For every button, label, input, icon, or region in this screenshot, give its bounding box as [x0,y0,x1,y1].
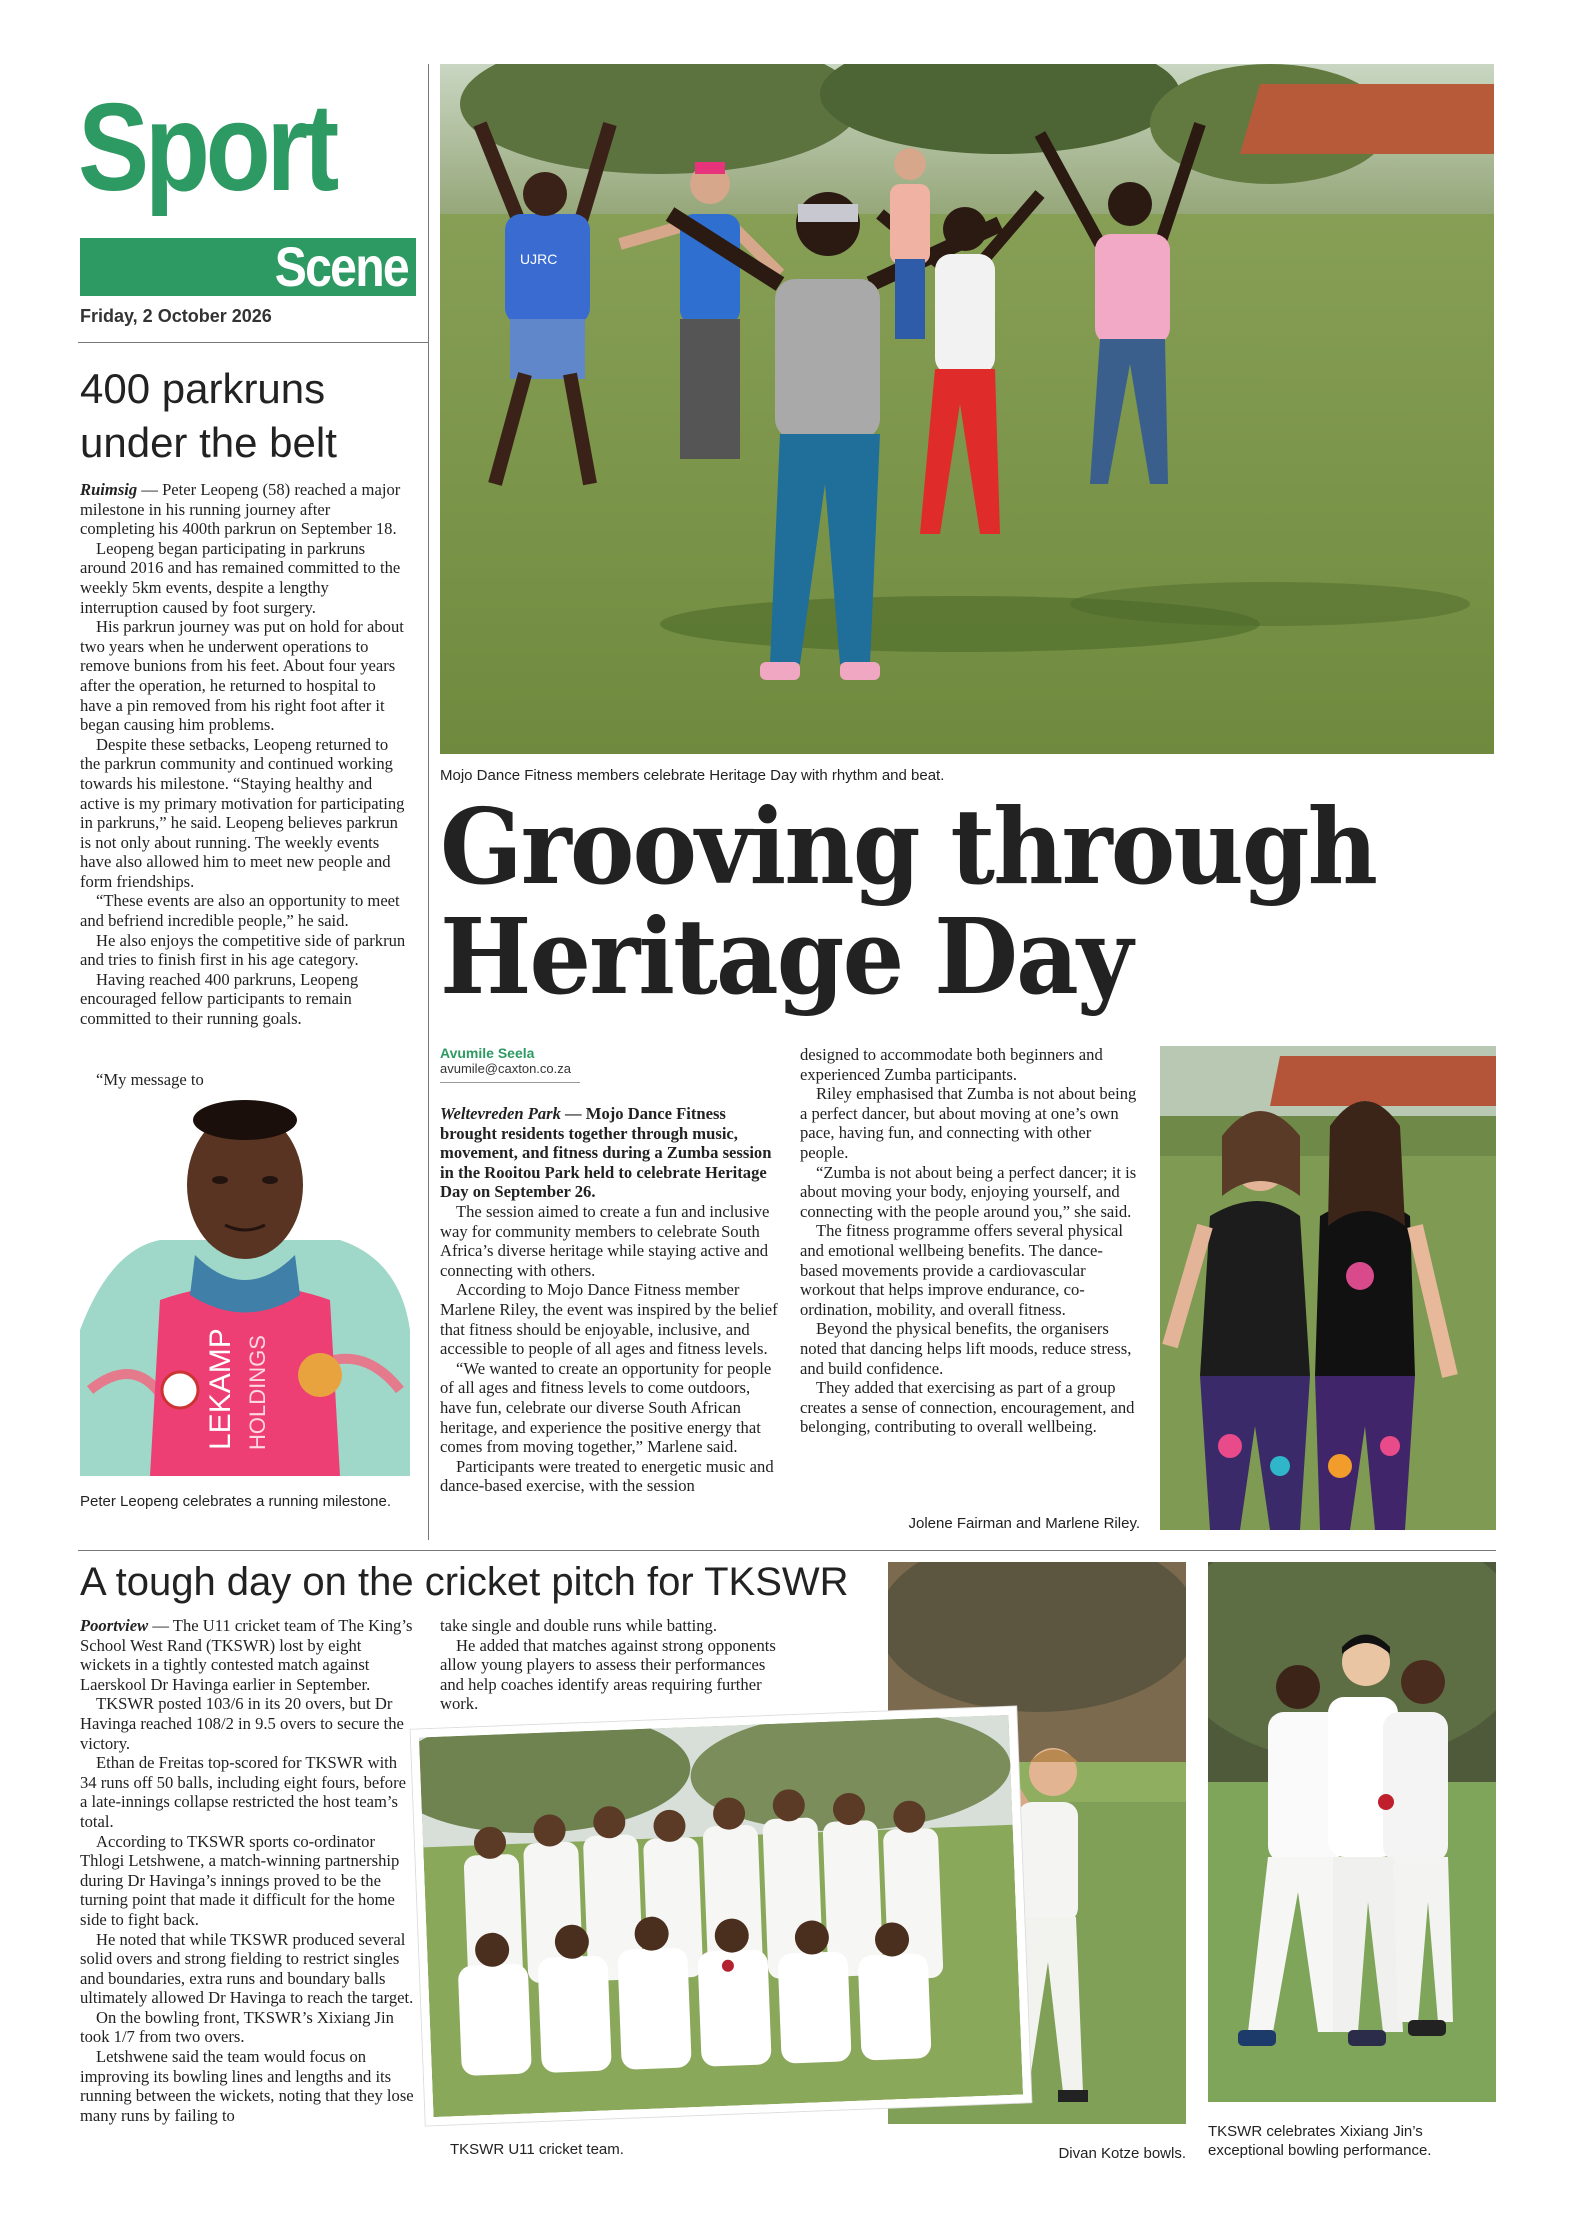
masthead-title-sport: Sport [78,79,335,217]
team-photo-caption: TKSWR U11 cricket team. [450,2141,624,2158]
masthead-divider [78,342,428,343]
shirt-logo-text-1: LEKAMP [204,1328,237,1450]
issue-date: Friday, 2 October 2026 [80,306,272,326]
parkrun-photo-caption: Peter Leopeng celebrates a running milestone. [80,1493,392,1510]
cricket-headline: A tough day on the cricket pitch for TKSWR [80,1560,849,1604]
heritage-headline: Grooving through Heritage Day [440,785,1377,1018]
masthead-bar [80,235,416,298]
celebration-photo [1208,1562,1496,2102]
zumba-group-photo [440,64,1494,754]
author-name: Avumile Seela [440,1045,535,1061]
team-photo [411,1707,1032,2126]
parkrun-quote: “My message to [96,1070,204,1089]
byline-rule [440,1082,580,1083]
column-divider [428,64,429,1540]
shirt-logo-text-2: HOLDINGS [245,1335,270,1450]
leopeng-portrait-photo [80,1090,410,1476]
cricket-article-col1: Poortview — The U11 cricket team of The King’s School West Rand (TKSWR) lost by eight wickets in a tightly contested match against Laerskool Dr Havinga earlier in September. TKSWR posted 103/6 in its 20 overs, but Dr Havinga reached 108/2 in 9.5 overs to secure the victory. Ethan de Freitas top-scored for TKSWR with 34 runs off 50 balls, including eight fours, before a late-innings collapse restricted the host team’s total. According to TKSWR sports co-ordinator Thlogi Letshwene, a match-winning partnership during Dr Havinga’s innings proved to be the turning point that made it difficult for the home side to fight back. He noted that while TKSWR produced several solid overs and strong fielding to restrict singles and boundaries, extra runs and boundary balls ultimately allowed Dr Havinga to reach the target. On the bowling front, TKSWR’s Xixiang Jin took 1/7 from two overs. Letshwene said the team would focus on improving its bowling lines and lengths and its running between the wickets, noting that they lose many runs by failing to [80,1616,414,2125]
cricket-dateline: Poortview [80,1616,149,1635]
fairman-riley-photo [1160,1046,1496,1530]
parkrun-article: Ruimsig — Peter Leopeng (58) reached a major milestone in his running journey after completing his 400th parkrun on September 18. Leopeng began participating in parkruns around 2016 and has remained committed to the weekly 5km events, despite a lengthy interruption caused by foot surgery. His parkrun journey was put on hold for about two years when he underwent operations to remove bunions from his feet. About four years after the operation, he returned to hospital to have a pin removed from his right foot after it began causing him problems. Despite these setbacks, Leopeng returned to the parkrun community and continued working towards his milestone. “Staying healthy and active is my primary motivation for participating in parkruns,” he said. Leopeng believes parkrun is not only about running. The weekly events have also allowed him to meet new people and form friendships. “These events are also an opportunity to meet and befriend incredible people,” he said. He also enjoys the competitive side of parkrun and tries to finish first in his age category. Having reached 400 parkruns, Leopeng encouraged fellow participants to remain committed to their running goals. [80,480,406,1029]
heritage-dateline: Weltevreden Park [440,1104,561,1123]
author-email[interactable]: avumile@caxton.co.za [440,1061,571,1076]
celebration-caption: TKSWR celebrates Xixiang Jin’s exceptional bowling performance. [1208,2123,1432,2159]
masthead-title-scene: Scene [274,235,408,298]
cricket-article-col2: take single and double runs while batting. He added that matches against strong opponents allow young players to assess their performances and help coaches identify areas requiring further work. [440,1616,776,1714]
heritage-article-col2: designed to accommodate both beginners and experienced Zumba participants. Riley emphasised that Zumba is not about being a perfect dancer, but about moving at one’s own pace, having fun, and connecting with other people. “Zumba is not about being a perfect dancer; it is about moving your body, enjoying yourself, and connecting with the people around you,” she said. The fitness programme offers several physical and emotional wellbeing benefits. The dance-based movements provide a cardiovascular workout that helps improve endurance, co-ordination, mobility, and overall fitness. Beyond the physical benefits, the organisers noted that dancing helps lift moods, reduce stress, and build confidence. They added that exercising as part of a group creates a sense of connection, encouragement, and belonging, contributing to overall wellbeing. [800,1045,1137,1437]
zumba-photo-caption: Mojo Dance Fitness members celebrate Heritage Day with rhythm and beat. [440,767,945,784]
heritage-article-col1: Weltevreden Park — Mojo Dance Fitness brought residents together through music, movement, and fitness during a Zumba session in the Rooitou Park held to celebrate Heritage Day on September 26. The session aimed to create a fun and inclusive way for community members to celebrate South Africa’s diverse heritage while staying active and connecting with others. According to Mojo Dance Fitness member Marlene Riley, the event was inspired by the belief that fitness should be enjoyable, inclusive, and accessible to people of all ages and fitness levels. “We wanted to create an opportunity for people of all ages and fitness levels to come outdoors, have fun, celebrate our diverse South African heritage, and experience the positive energy that comes from moving together,” Marlene said. Participants were treated to energetic music and dance-based exercise, with the session [440,1104,778,1496]
section-divider [78,1550,1496,1551]
masthead [78,79,418,338]
parkrun-dateline: Ruimsig [80,480,138,499]
byline [440,1045,640,1083]
shirt-print: UJRC [520,251,558,267]
fairman-riley-caption: Jolene Fairman and Marlene Riley. [908,1515,1140,1532]
parkrun-headline: 400 parkruns under the belt [80,365,337,466]
bowler-caption: Divan Kotze bowls. [1058,2145,1186,2162]
